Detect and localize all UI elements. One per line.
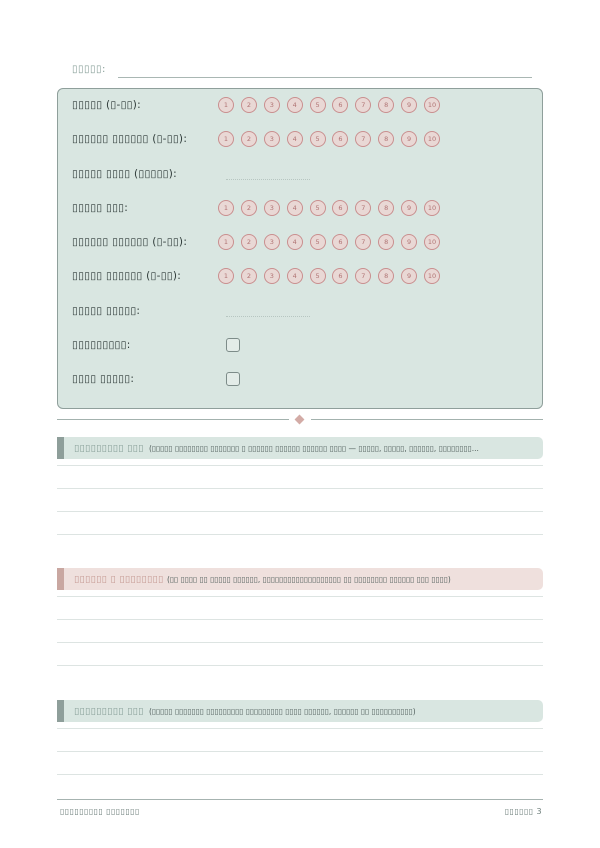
rating-option[interactable]: 9 (401, 131, 417, 147)
rating-option[interactable]: 7 (355, 234, 371, 250)
rating-option[interactable]: 10 (424, 131, 440, 147)
tracker-row-label: ▯▯▯▯ ▯▯▯▯▯: (72, 373, 135, 385)
rating-option[interactable]: 3 (264, 268, 280, 284)
tracker-row-label: ▯▯▯▯▯ (▯-▯▯): (72, 99, 141, 111)
tracker-row-label: ▯▯▯▯▯ ▯▯▯▯ (▯▯▯▯▯): (72, 168, 177, 180)
rating-option[interactable]: 5 (310, 200, 326, 216)
rating-option[interactable]: 8 (378, 97, 394, 113)
tracker-row (72, 165, 532, 185)
date-row (72, 64, 532, 80)
rating-option[interactable]: 7 (355, 97, 371, 113)
rating-option[interactable]: 6 (332, 268, 348, 284)
tracker-row (72, 336, 532, 356)
rating-option[interactable]: 2 (241, 200, 257, 216)
rating-option[interactable]: 1 (218, 131, 234, 147)
rating-option[interactable]: 5 (310, 268, 326, 284)
rating-option[interactable]: 7 (355, 268, 371, 284)
writing-line[interactable] (57, 511, 543, 512)
rating-option[interactable]: 10 (424, 97, 440, 113)
footer-title: ▯▯▯▯▯▯▯▯▯ ▯▯▯▯▯▯▯ (60, 807, 140, 816)
date-label: ▯▯▯▯▯: (72, 64, 106, 75)
tracker-row-label: ▯▯▯▯▯ ▯▯▯: (72, 202, 129, 214)
rating-option[interactable]: 1 (218, 234, 234, 250)
rating-option[interactable]: 9 (401, 268, 417, 284)
writing-line[interactable] (57, 534, 543, 535)
checkbox[interactable] (226, 372, 240, 386)
diamond-ornament-icon (295, 415, 305, 425)
tracker-row (72, 130, 532, 150)
rating-scale (218, 97, 447, 115)
rating-option[interactable]: 2 (241, 268, 257, 284)
section-header (57, 437, 543, 459)
rating-option[interactable]: 3 (264, 234, 280, 250)
section-header (57, 700, 543, 722)
daily-tracker-panel (57, 88, 543, 409)
rating-option[interactable]: 3 (264, 200, 280, 216)
section-title: ▯▯▯▯▯▯▯▯▯ ▯▯▯ (74, 443, 144, 454)
rating-option[interactable]: 9 (401, 200, 417, 216)
rating-option[interactable]: 8 (378, 268, 394, 284)
section-divider (57, 414, 543, 426)
rating-option[interactable]: 8 (378, 234, 394, 250)
rating-scale (218, 234, 447, 252)
rating-option[interactable]: 1 (218, 200, 234, 216)
section-hint: (▯▯ ▯▯▯▯ ▯▯ ▯▯▯▯▯ ▯▯▯▯▯▯, ▯▯▯▯▯▯▯▯▯▯▯▯▯▯▯▯▯▯▯ ▯▯ ▯▯▯▯▯▯▯▯ ▯▯▯▯▯▯ ▯▯▯ ▯▯▯▯) (167, 575, 451, 584)
writing-line[interactable] (57, 665, 543, 666)
rating-option[interactable]: 4 (287, 131, 303, 147)
writing-line[interactable] (57, 774, 543, 775)
rating-option[interactable]: 7 (355, 200, 371, 216)
writing-line[interactable] (57, 728, 543, 729)
writing-line[interactable] (57, 642, 543, 643)
fill-in-line[interactable] (226, 179, 310, 180)
rating-option[interactable]: 2 (241, 97, 257, 113)
tracker-row (72, 370, 532, 390)
rating-scale (218, 131, 447, 149)
writing-line[interactable] (57, 619, 543, 620)
section-header (57, 568, 543, 590)
tracker-row (72, 267, 532, 287)
writing-line[interactable] (57, 488, 543, 489)
section-title: ▯▯▯▯▯▯ ▯ ▯▯▯▯▯▯▯▯ (74, 574, 164, 585)
rating-option[interactable]: 1 (218, 268, 234, 284)
rating-option[interactable]: 2 (241, 131, 257, 147)
rating-option[interactable]: 5 (310, 97, 326, 113)
rating-option[interactable]: 5 (310, 131, 326, 147)
tracker-row (72, 302, 532, 322)
rating-option[interactable]: 8 (378, 200, 394, 216)
tracker-row-label: ▯▯▯▯▯▯ ▯▯▯▯▯▯ (▯-▯▯): (72, 133, 188, 145)
tracker-row-label: ▯▯▯▯▯ ▯▯▯▯▯▯ (▯-▯▯): (72, 270, 182, 282)
rating-scale (218, 268, 447, 286)
rating-option[interactable]: 4 (287, 268, 303, 284)
page-number: ▯▯▯▯▯▯ 3 (504, 807, 542, 816)
rating-option[interactable]: 6 (332, 131, 348, 147)
rating-option[interactable]: 10 (424, 200, 440, 216)
rating-scale (218, 200, 447, 218)
rating-option[interactable]: 6 (332, 200, 348, 216)
rating-option[interactable]: 5 (310, 234, 326, 250)
section-hint: (▯▯▯▯▯ ▯▯▯▯▯▯▯ ▯▯▯▯▯▯▯▯▯ ▯▯▯▯▯▯▯▯▯ ▯▯▯▯ ▯▯▯▯▯▯, ▯▯▯▯▯▯ ▯▯ ▯▯▯▯▯▯▯▯▯▯) (149, 707, 416, 716)
rating-option[interactable]: 3 (264, 97, 280, 113)
rating-option[interactable]: 1 (218, 97, 234, 113)
rating-option[interactable]: 10 (424, 268, 440, 284)
rating-option[interactable]: 6 (332, 97, 348, 113)
checkbox[interactable] (226, 338, 240, 352)
rating-option[interactable]: 4 (287, 234, 303, 250)
rating-option[interactable]: 8 (378, 131, 394, 147)
rating-option[interactable]: 9 (401, 97, 417, 113)
tracker-row-label: ▯▯▯▯▯ ▯▯▯▯▯: (72, 305, 141, 317)
tracker-row-label: ▯▯▯▯▯▯▯▯▯: (72, 339, 131, 351)
rating-option[interactable]: 7 (355, 131, 371, 147)
rating-option[interactable]: 2 (241, 234, 257, 250)
tracker-row (72, 233, 532, 253)
section-title: ▯▯▯▯▯▯▯▯▯ ▯▯▯ (74, 706, 144, 717)
tracker-row-label: ▯▯▯▯▯▯ ▯▯▯▯▯▯ (▯-▯▯): (72, 236, 188, 248)
rating-option[interactable]: 6 (332, 234, 348, 250)
tracker-row (72, 96, 532, 116)
rating-option[interactable]: 10 (424, 234, 440, 250)
section-hint: (▯▯▯▯▯ ▯▯▯▯▯▯▯▯ ▯▯▯▯▯▯▯ ▯ ▯▯▯▯▯▯ ▯▯▯▯▯▯ ▯▯▯▯▯▯ ▯▯▯▯ — ▯▯▯▯▯, ▯▯▯▯▯, ▯▯▯▯▯▯, ▯▯▯▯▯▯▯▯... (149, 444, 479, 453)
writing-line[interactable] (57, 596, 543, 597)
rating-option[interactable]: 4 (287, 97, 303, 113)
rating-option[interactable]: 3 (264, 131, 280, 147)
rating-option[interactable]: 4 (287, 200, 303, 216)
tracker-row (72, 199, 532, 219)
footer-rule (57, 799, 543, 800)
date-input-line[interactable] (118, 77, 532, 78)
writing-line[interactable] (57, 751, 543, 752)
fill-in-line[interactable] (226, 316, 310, 317)
writing-line[interactable] (57, 465, 543, 466)
rating-option[interactable]: 9 (401, 234, 417, 250)
